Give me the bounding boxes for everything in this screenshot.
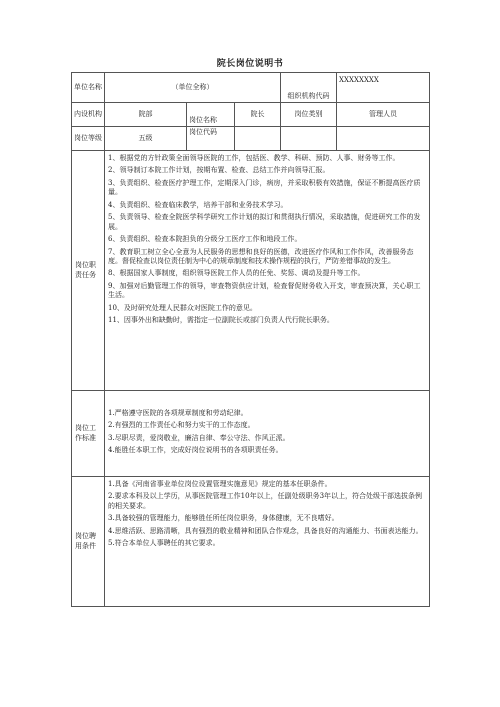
duty-item: 10、及时研究处理人民群众对医院工作的意见。 <box>108 303 257 312</box>
standard-item: 2.有强烈的工作责任心和努力实干的工作态度。 <box>108 421 255 430</box>
duty-item: 5、负责领导、检查全院医学科学研究工作计划的拟订和贯彻执行情况，采取措施，促进研究工作的发展。 <box>108 213 421 231</box>
duty-item: 6、负责组织、检查本院担负的分级分工医疗工作和地段工作。 <box>108 235 302 244</box>
duty-item: 8、根据国家人事制度，组织领导医院工作人员的任免、奖惩、调动及提升等工作。 <box>108 269 365 278</box>
requirements-label: 岗位聘用条件 <box>72 477 105 607</box>
unit-name-label: 单位名称 <box>72 73 105 103</box>
requirement-item: 3.具备较强的管理能力，能够胜任所任岗位职务，身体健康，无不良嗜好。 <box>108 514 339 523</box>
grade-label: 岗位等级 <box>72 127 105 151</box>
requirement-item: 2.要求本科及以上学历，从事医院管理工作10年以上，任副处级职务3年以上，符合处级干部选拔条例的相关要求。 <box>108 492 423 510</box>
duty-item: 4、负责组织、检查临床教学，培养干部和业务技术学习。 <box>108 200 288 209</box>
duties-label: 岗位职责任务 <box>72 151 105 391</box>
unit-name-value: （单位全称） <box>105 73 281 103</box>
duty-item: 2、领导制订本院工作计划，按期布置、检查、总结工作并向领导汇报。 <box>108 166 330 175</box>
org-code-value: XXXXXXXX <box>337 73 430 103</box>
dept-label: 内设机构 <box>72 103 105 127</box>
category-value: 管理人员 <box>337 103 430 127</box>
requirements-content <box>105 477 430 607</box>
requirements-row <box>72 477 430 607</box>
dept-row <box>72 103 430 127</box>
empty-cell-2 <box>337 127 430 151</box>
standard-item: 4.能胜任本职工作，完成好岗位说明书的各项职责任务。 <box>108 445 283 454</box>
position-code-value <box>235 127 281 151</box>
duties-content <box>105 151 430 391</box>
position-code-label: 岗位代码 <box>187 127 235 151</box>
position-name-label: 岗位名称 <box>187 103 235 127</box>
standard-item: 3.尽职尽责，爱岗敬业，廉洁自律、奉公守法、作风正派。 <box>108 433 290 442</box>
standards-label: 岗位工作标准 <box>72 391 105 477</box>
standard-item: 1.严格遵守医院的各项规章制度和劳动纪律。 <box>108 408 248 417</box>
requirement-item: 5.符合本单位人事聘任的其它要求。 <box>108 539 220 548</box>
document-title: 院长岗位说明书 <box>216 59 284 69</box>
position-name-value: 院长 <box>235 103 281 127</box>
duties-row <box>72 151 430 391</box>
duty-item: 9、加强对后勤管理工作的领导，审查物资供应计划，检查督促财务收入开支，审查预决算，关心职工生活。 <box>108 281 421 300</box>
requirement-item: 1.具备《河南省事业单位岗位设置管理实施意见》规定的基本任职条件。 <box>108 480 332 488</box>
grade-value: 五级 <box>105 127 187 151</box>
duty-item: 11、因事外出和缺勤时，需指定一位副院长或部门负责人代行院长职务。 <box>108 316 334 325</box>
org-code-label: 组织机构代码 <box>281 73 337 103</box>
duty-item: 3、负责组织、检查医疗护理工作，定期深入门诊，病房，并采取积极有效措施，保证不断提高医疗质量。 <box>108 178 421 197</box>
empty-cell-1 <box>281 127 337 151</box>
duty-item: 7、教育职工树立全心全意为人民服务的思想和良好的医德，改进医疗作风和工作作风，改善服务态度。督促检查以岗位责任制为中心的规章制度和技术操作规程的执行，严防差错事故的发生。 <box>108 247 414 265</box>
requirement-item: 4.思维活跃、思路清晰，具有强烈的敬业精神和团队合作观念，具备良好的沟通能力、书面表达能力。 <box>108 526 423 535</box>
category-label: 岗位类别 <box>281 103 337 127</box>
dept-value: 院部 <box>105 103 187 127</box>
standards-row <box>72 391 430 477</box>
grade-row <box>72 127 430 151</box>
standards-content <box>105 391 430 477</box>
unit-row <box>72 73 430 103</box>
duty-item: 1、根据党的方针政策全面领导医院的工作，包括医、教学、科研、预防、人事、财务等工作。 <box>108 154 400 162</box>
job-description-table <box>71 72 430 607</box>
